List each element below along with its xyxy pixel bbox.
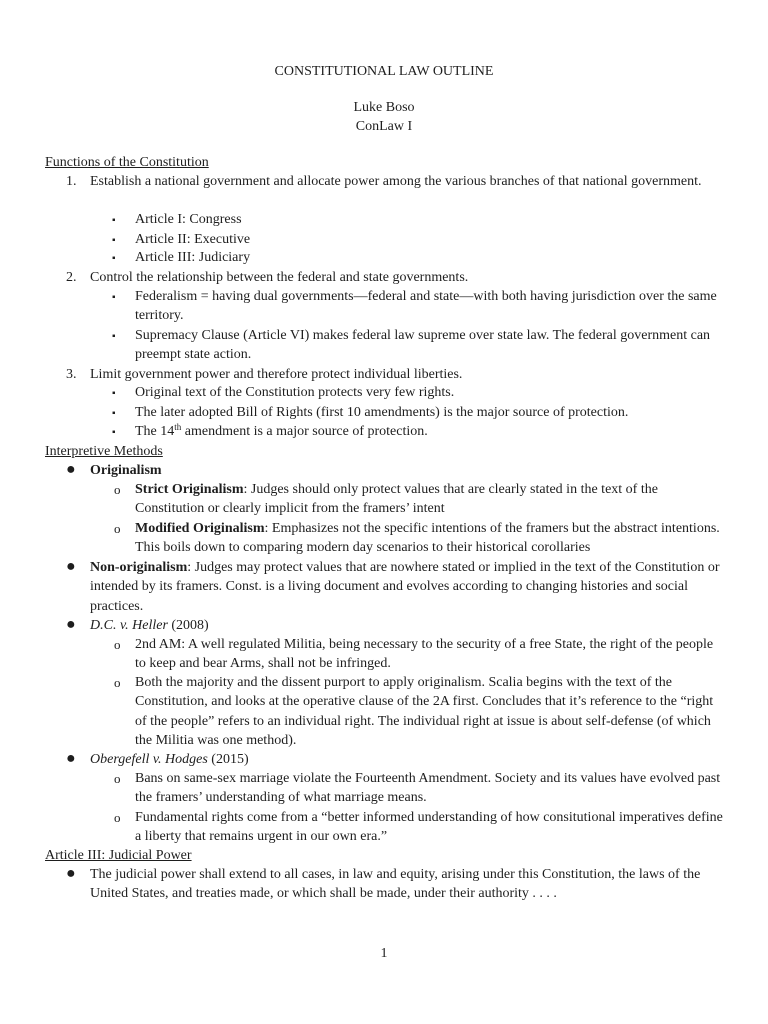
square-bullet-icon: ▪ — [112, 292, 116, 303]
disc-bullet-icon: ● — [66, 616, 76, 633]
sub-item-text: Article II: Executive — [135, 232, 251, 247]
section-heading-article-iii: Article III: Judicial Power — [45, 848, 192, 863]
square-bullet-icon: ▪ — [112, 253, 116, 264]
square-bullet-icon: ▪ — [112, 235, 116, 246]
nonoriginalism-text: Non-originalism: Judges may protect values that are nowhere stated or implied in the text of the Constitution or intended by its framers. Const. is a living document and evolves according to changing histories and social practices. — [90, 560, 720, 614]
square-bullet-icon: ▪ — [112, 215, 116, 226]
author-name: Luke Boso — [353, 100, 415, 115]
article-iii-text: The judicial power shall extend to all cases, in law and equity, arising under this Constitution, the laws of the United States, and treaties made, or which shall be made, under their authority . . . . — [90, 867, 701, 902]
modified-originalism-text: Modified Originalism: Emphasizes not the specific intentions of the framers but the abstract intentions. This boils down to comparing modern day scenarios to their historical corollaries — [135, 521, 720, 556]
circle-bullet-icon: o — [114, 521, 121, 536]
circle-bullet-icon: o — [114, 675, 121, 690]
sub-item-text: The 14th amendment is a major source of protection. — [135, 422, 428, 439]
list-item-text: Limit government power and therefore protect individual liberties. — [90, 367, 463, 382]
disc-bullet-icon: ● — [66, 865, 76, 882]
section-heading-interpretive: Interpretive Methods — [45, 444, 163, 459]
obergefell-sub-text: Bans on same-sex marriage violate the Fourteenth Amendment. Society and its values have evolved past the framers’ understanding of what marriage means. — [135, 771, 721, 806]
case-heller: D.C. v. Heller (2008) — [90, 618, 209, 633]
page-number: 1 — [380, 946, 388, 961]
case-obergefell: Obergefell v. Hodges (2015) — [90, 752, 249, 767]
list-item-text: Control the relationship between the federal and state governments. — [90, 270, 469, 285]
heller-sub-text: 2nd AM: A well regulated Militia, being necessary to the security of a free State, the right of the people to keep and bear Arms, shall not be infringed. — [135, 637, 714, 672]
obergefell-sub-text: Fundamental rights come from a “better informed understanding of how consitutional imperatives define a liberty that remains urgent in our own era.” — [135, 810, 723, 845]
list-number: 3. — [66, 367, 77, 382]
square-bullet-icon: ▪ — [112, 331, 116, 342]
sub-item-text: Federalism = having dual governments—federal and state—with both having jurisdiction over the same territory. — [135, 289, 717, 324]
square-bullet-icon: ▪ — [112, 427, 116, 438]
section-heading-functions: Functions of the Constitution — [45, 155, 209, 170]
disc-bullet-icon: ● — [66, 750, 76, 767]
circle-bullet-icon: o — [114, 771, 121, 786]
list-item-text: Establish a national government and allocate power among the various branches of that national government. — [90, 174, 702, 189]
originalism-label: Originalism — [90, 463, 162, 478]
circle-bullet-icon: o — [114, 637, 121, 652]
sub-item-text: Supremacy Clause (Article VI) makes federal law supreme over state law. The federal government can preempt state action. — [135, 328, 711, 363]
document-title: CONSTITUTIONAL LAW OUTLINE — [274, 64, 494, 79]
sub-item-text: The later adopted Bill of Rights (first 10 amendments) is the major source of protection. — [135, 405, 629, 420]
circle-bullet-icon: o — [114, 482, 121, 497]
heller-sub-text: Both the majority and the dissent purport to apply originalism. Scalia begins with the text of the Constitution, and looks at the operative clause of the 2A first. Concludes that it’s reference to the “right of the people” refers to an individual right. The individual right at issue is about self-defense (of which the Militia was one method). — [135, 675, 714, 749]
strict-originalism-text: Strict Originalism: Judges should only protect values that are clearly stated in the text of the Constitution or clearly implicit from the framers’ intent — [135, 482, 658, 517]
list-number: 2. — [66, 270, 77, 285]
circle-bullet-icon: o — [114, 810, 121, 825]
sub-item-text: Article I: Congress — [135, 212, 242, 227]
disc-bullet-icon: ● — [66, 461, 76, 478]
sub-item-text: Original text of the Constitution protects very few rights. — [135, 385, 455, 400]
list-number: 1. — [66, 174, 77, 189]
square-bullet-icon: ▪ — [112, 408, 116, 419]
square-bullet-icon: ▪ — [112, 388, 116, 399]
course-name: ConLaw I — [355, 119, 413, 134]
sub-item-text: Article III: Judiciary — [135, 250, 251, 265]
disc-bullet-icon: ● — [66, 558, 76, 575]
